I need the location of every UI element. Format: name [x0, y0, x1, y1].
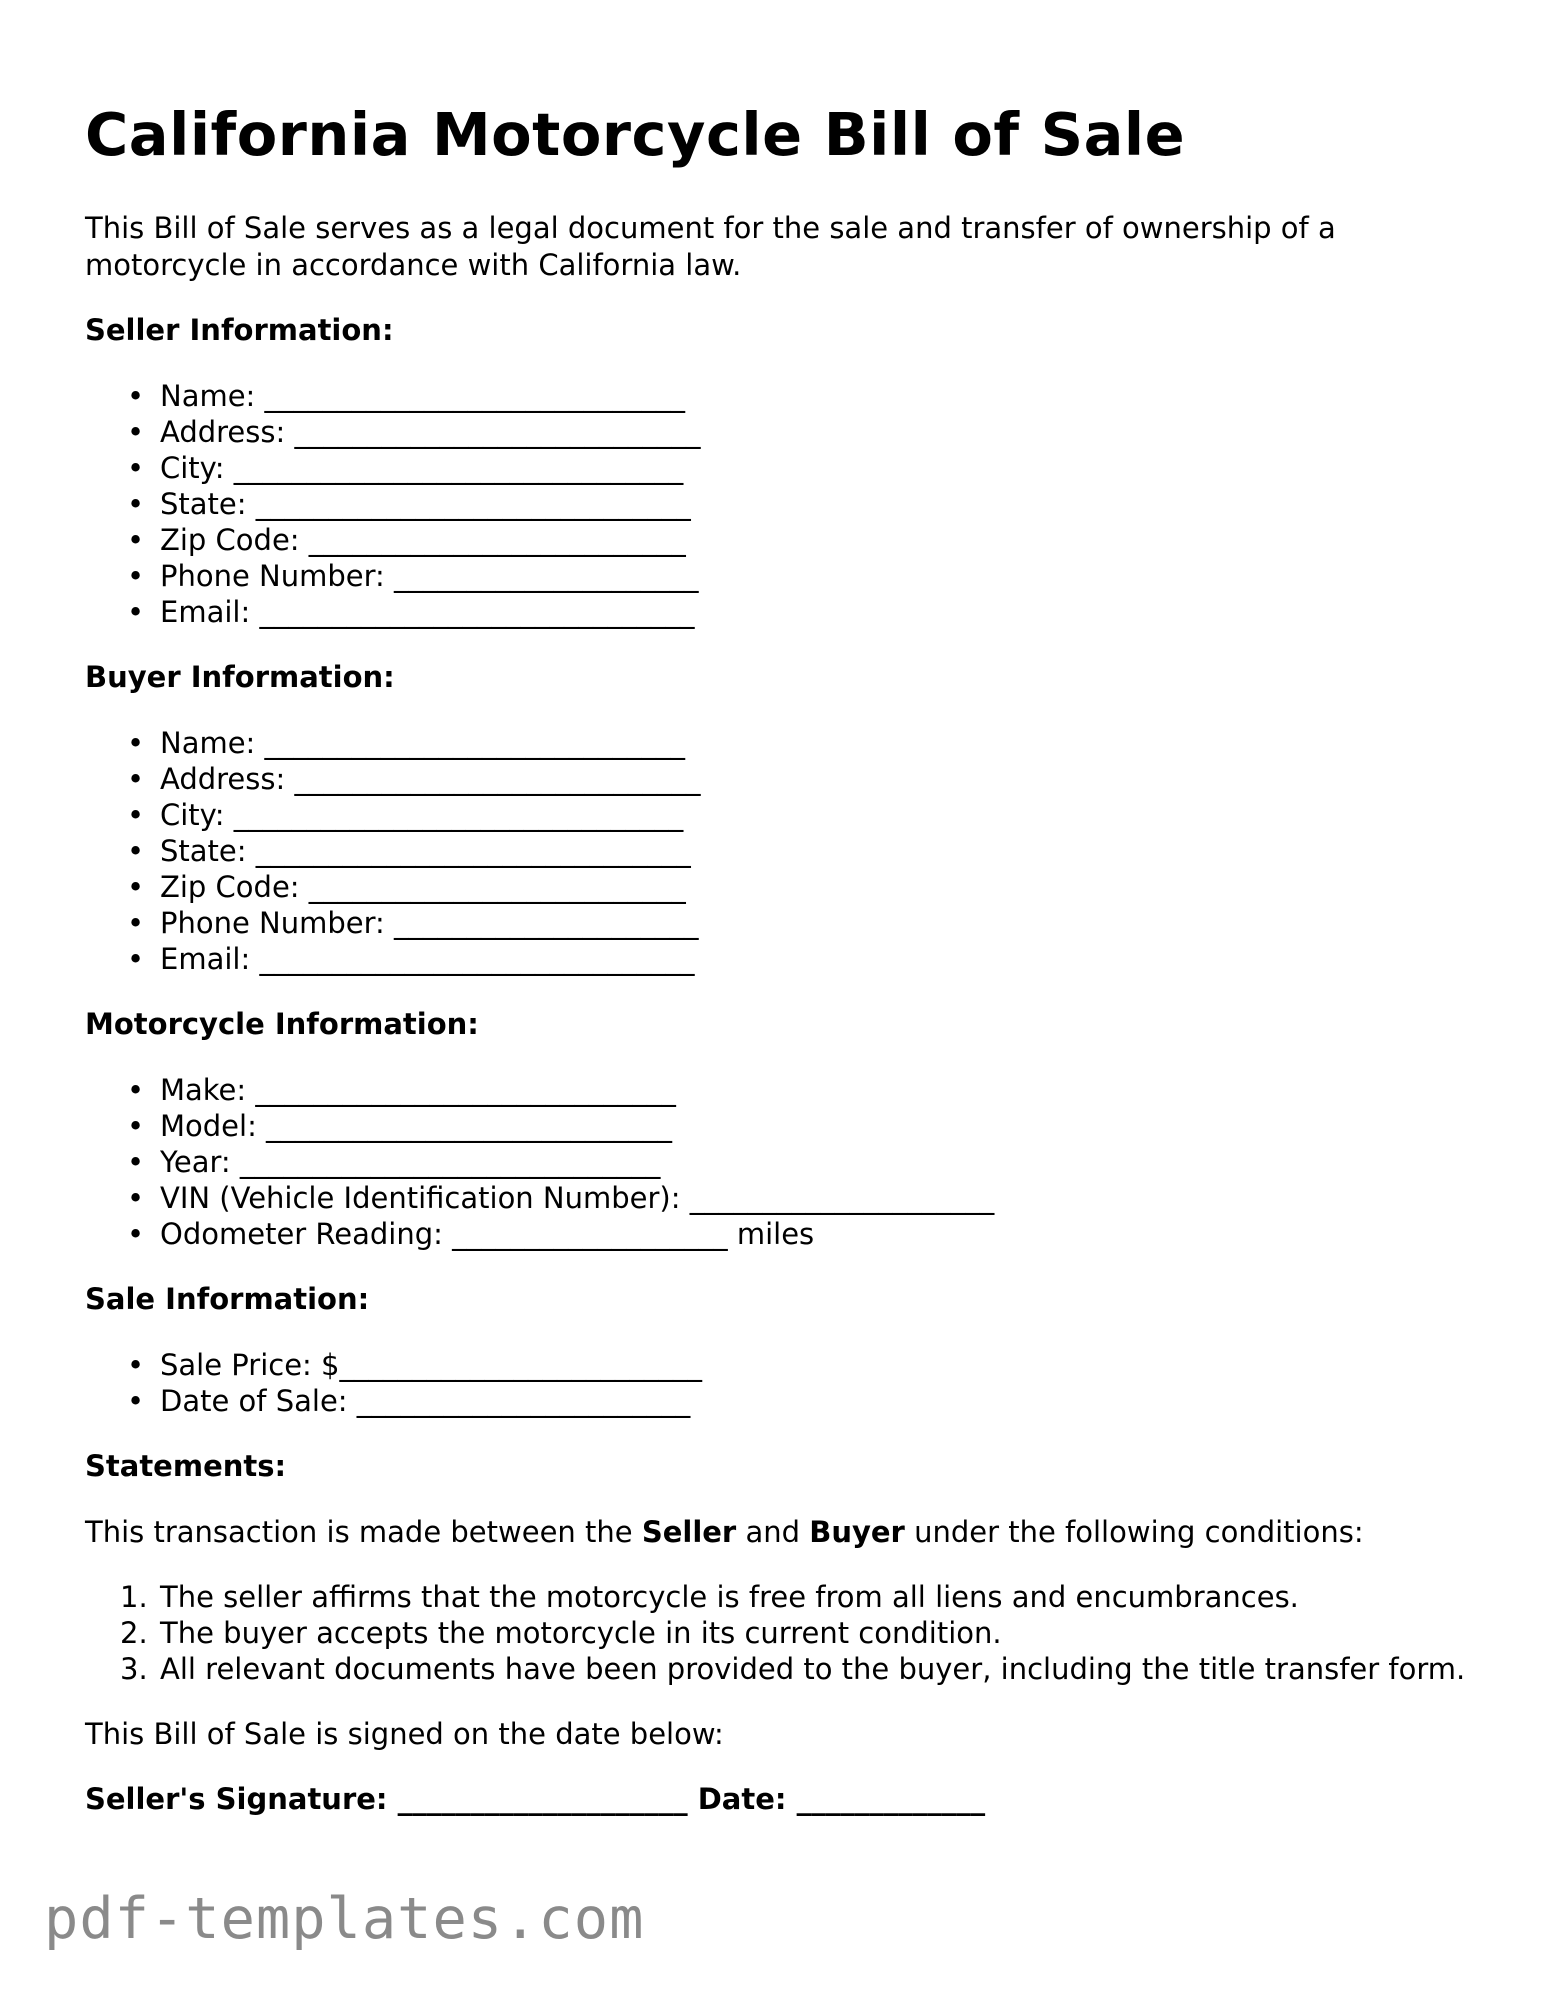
statement-item: 2. The buyer accepts the motorcycle in its current condition. [120, 1616, 1002, 1650]
bullet-icon: • [127, 451, 145, 485]
buyer-zip-field: • Zip Code: __________________________ [127, 870, 686, 904]
list-number: 1. [120, 1580, 148, 1614]
buyer-section-heading: Buyer Information: [85, 660, 395, 694]
motorcycle-vin-field: • VIN (Vehicle Identification Number): _____________________ [127, 1181, 995, 1215]
bullet-icon: • [127, 487, 145, 521]
motorcycle-make-field: • Make: _____________________________ [127, 1073, 676, 1107]
sale-price-field: • Sale Price: $_________________________ [127, 1348, 702, 1382]
statement-item: 3. All relevant documents have been provided to the buyer, including the title transfer form. [120, 1652, 1466, 1686]
buyer-fields-list [85, 725, 1465, 977]
buyer-city-field: • City: _______________________________ [127, 798, 684, 832]
sale-date-field: • Date of Sale: _______________________ [127, 1384, 691, 1418]
bullet-icon: • [127, 379, 145, 413]
buyer-name-field: • Name: _____________________________ [127, 726, 686, 760]
bullet-icon: • [127, 1348, 145, 1382]
list-number: 2. [120, 1616, 148, 1650]
page-title: California Motorcycle Bill of Sale [85, 100, 1186, 169]
sale-section-heading: Sale Information: [85, 1282, 370, 1316]
seller-email-field: • Email: ______________________________ [127, 595, 695, 629]
bullet-icon: • [127, 1384, 145, 1418]
bullet-icon: • [127, 726, 145, 760]
list-number: 3. [120, 1652, 148, 1686]
statements-intro: This transaction is made between the Seller and Buyer under the following conditions: [85, 1515, 1364, 1549]
seller-address-field: • Address: ____________________________ [127, 415, 701, 449]
motorcycle-section-heading: Motorcycle Information: [85, 1007, 479, 1041]
seller-city-field: • City: _______________________________ [127, 451, 684, 485]
statements-list [85, 1579, 1520, 1687]
statement-item: 1. The seller affirms that the motorcycle is free from all liens and encumbrances. [120, 1580, 1299, 1614]
statements-section-heading: Statements: [85, 1449, 287, 1483]
motorcycle-odometer-field: • Odometer Reading: ___________________ miles [127, 1217, 815, 1251]
intro-paragraph: This Bill of Sale serves as a legal document for the sale and transfer of ownership of a motorcycle in accordance with California law. [85, 211, 1336, 282]
seller-word: Seller [641, 1515, 737, 1549]
bullet-icon: • [127, 1181, 145, 1215]
watermark: pdf-templates.com [44, 1886, 645, 1952]
buyer-state-field: • State: ______________________________ [127, 834, 691, 868]
seller-signature-line: Seller's Signature: ____________________ Date: _____________ [85, 1782, 986, 1816]
bullet-icon: • [127, 762, 145, 796]
seller-phone-field: • Phone Number: _____________________ [127, 559, 699, 593]
bullet-icon: • [127, 595, 145, 629]
seller-section-heading: Seller Information: [85, 313, 394, 347]
bullet-icon: • [127, 559, 145, 593]
motorcycle-model-field: • Model: ____________________________ [127, 1109, 673, 1143]
signed-statement: This Bill of Sale is signed on the date below: [85, 1717, 724, 1751]
bullet-icon: • [127, 834, 145, 868]
bullet-icon: • [127, 870, 145, 904]
bullet-icon: • [127, 1145, 145, 1179]
bullet-icon: • [127, 1109, 145, 1143]
motorcycle-year-field: • Year: _____________________________ [127, 1145, 661, 1179]
buyer-address-field: • Address: ____________________________ [127, 762, 701, 796]
sale-fields-list [85, 1347, 1465, 1419]
seller-zip-field: • Zip Code: __________________________ [127, 523, 686, 557]
bullet-icon: • [127, 798, 145, 832]
buyer-word: Buyer [809, 1515, 905, 1549]
motorcycle-fields-list [85, 1072, 1465, 1252]
seller-name-field: • Name: _____________________________ [127, 379, 686, 413]
bill-of-sale-document [85, 100, 1465, 1817]
seller-state-field: • State: ______________________________ [127, 487, 691, 521]
bullet-icon: • [127, 942, 145, 976]
seller-fields-list [85, 378, 1465, 630]
bullet-icon: • [127, 1217, 145, 1251]
bullet-icon: • [127, 415, 145, 449]
buyer-email-field: • Email: ______________________________ [127, 942, 695, 976]
bullet-icon: • [127, 523, 145, 557]
buyer-phone-field: • Phone Number: _____________________ [127, 906, 699, 940]
bullet-icon: • [127, 906, 145, 940]
bullet-icon: • [127, 1073, 145, 1107]
